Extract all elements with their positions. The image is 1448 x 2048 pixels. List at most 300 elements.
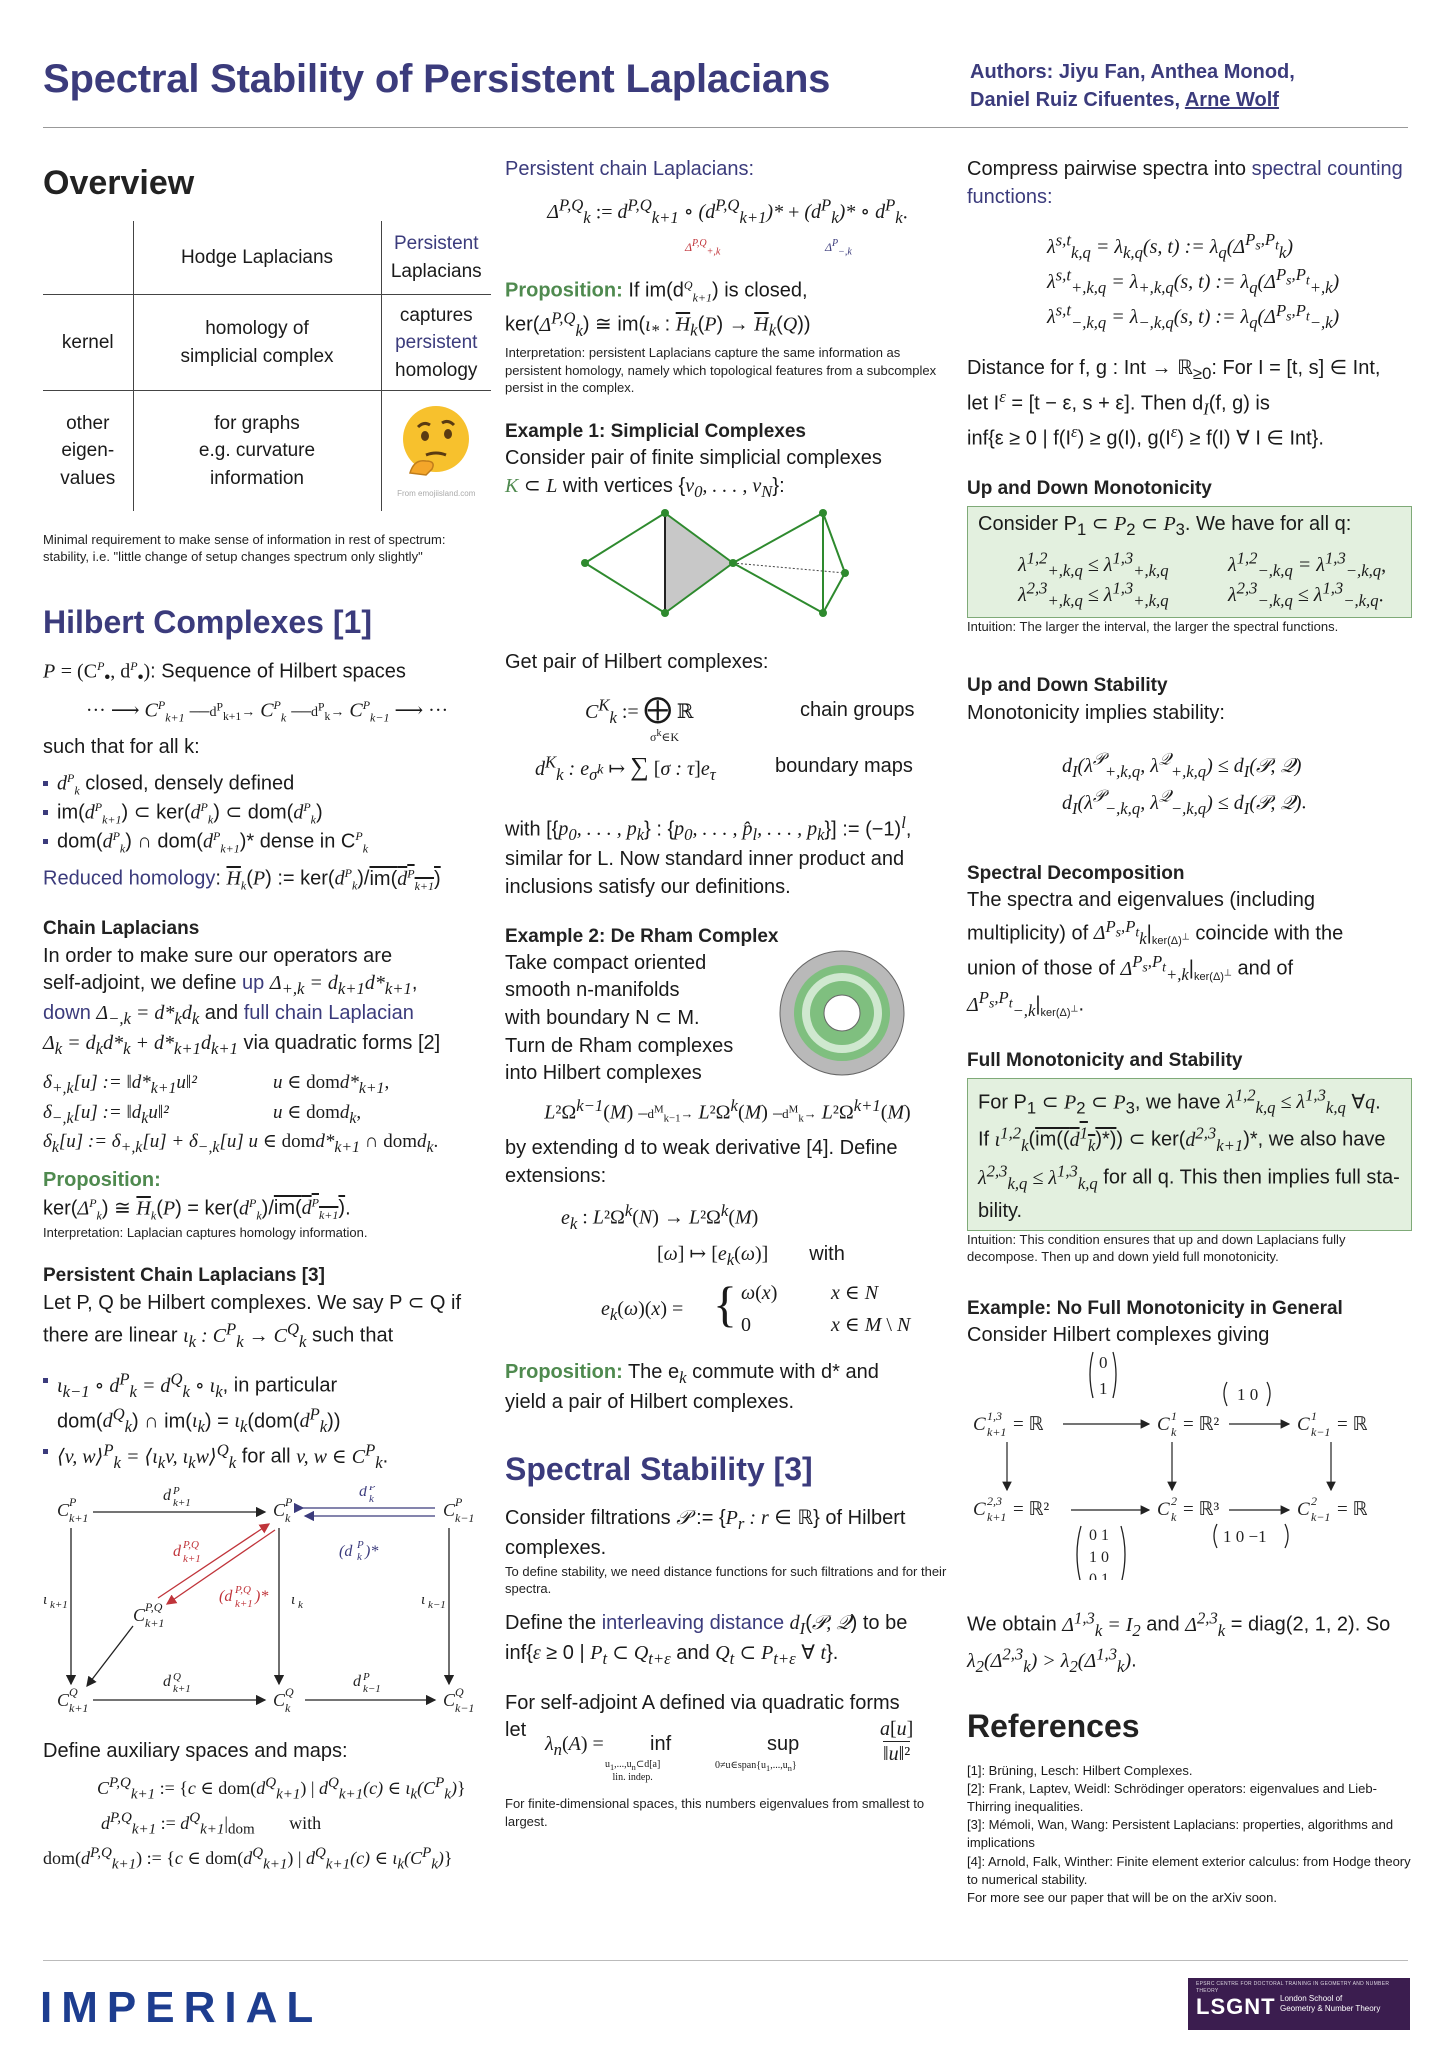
- chain-text-2: self-adjoint, we define up $\Delta_{+,k} = d_{k+1}d*_{k+1}$,: [43, 972, 418, 999]
- svg-text:)*: )*: [365, 1542, 379, 1560]
- sd-text-1: The spectra and eigenvalues (including: [967, 889, 1315, 912]
- pcl-bullet-2-text: for all: [236, 1445, 297, 1468]
- authors-line-2: [970, 86, 1295, 114]
- svg-text:C: C: [1157, 1498, 1170, 1520]
- footer-divider: [43, 1960, 1408, 1961]
- svg-text:d: d: [173, 1542, 181, 1560]
- svg-text:)*: )*: [255, 1587, 269, 1605]
- ck-index: $\sigma^k\in K$: [650, 727, 680, 744]
- svg-text:0 1: 0 1: [1089, 1570, 1109, 1580]
- svg-text:d: d: [163, 1672, 171, 1690]
- svg-text:C: C: [973, 1498, 986, 1520]
- reference-2: [2]: Frank, Laptev, Weidl: Schrödinger operators: eigenvalues and Lieb-Thirring inequalities.: [967, 1780, 1377, 1815]
- svg-text:ι: ι: [421, 1591, 426, 1608]
- pcl-bullets: [43, 1367, 491, 1474]
- ex1-heading: Example 1: Simplicial Complexes: [505, 420, 806, 442]
- pcl-text-2a: there are linear: [43, 1324, 184, 1347]
- ex2-line-1: Take compact oriented: [505, 951, 707, 974]
- ex1-text2-a: with vertices: [557, 474, 679, 497]
- pcl-formula: $\Delta^{P,Q}_k$ := $d^{P,Q}_{k+1}$ ∘ $(d^{P,Q}_{k+1})* + (d^P_k)*$ ∘ $d^P_k$.: [547, 195, 908, 228]
- fms-intuition: Intuition: This condition ensures that up and down Laplacians fully decompose. Then up and down yield full monotonicity.: [967, 1231, 1346, 1265]
- svg-text:k: k: [298, 1598, 303, 1611]
- hilbert-bullet-3: $dom(d^P_k)$ ∩ $dom(d^P_{k+1})*$ dense in $C^P_k$: [43, 828, 491, 857]
- dist-h: ) ≥ f(I) ∀ I ∈ Int}.: [1177, 427, 1324, 450]
- svg-text:ι: ι: [291, 1591, 296, 1608]
- get-pair: Get pair of Hilbert complexes:: [505, 651, 769, 674]
- prop2-text-c: yield a pair of Hilbert complexes.: [505, 1391, 795, 1414]
- aux-definitions: [43, 1772, 491, 1877]
- ov-pers-kernel-b: persistent: [395, 332, 478, 354]
- hilbert-heading: Hilbert Complexes [1]: [43, 604, 372, 640]
- ex2-line-3: with boundary N ⊂ M.: [505, 1007, 700, 1029]
- extensions-text: extensions:: [505, 1164, 607, 1187]
- svg-text:P: P: [357, 1538, 364, 1551]
- hilbert-bullets: [43, 770, 491, 858]
- similar-text: similar for L. Now standard inner product and: [505, 848, 905, 871]
- fms-d: , we also have: [1257, 1129, 1386, 1152]
- fms-b: , we have: [1134, 1091, 1227, 1114]
- ext-2: [ω] ↦ $[e_k(\omega)]$ with: [657, 1242, 845, 1269]
- svg-text:2: 2: [1171, 1493, 1177, 1508]
- pcl-bullet-1: $\iota_{k-1}$ ∘ $d^P_k = d^Q_k$ ∘ $\iota_k$, in particular $dom(d^Q_k)$ ∩ $im(\iota_k) = \iota_k(dom(d^P_k))$: [43, 1367, 491, 1438]
- uds-formulas: [967, 747, 1412, 821]
- svg-text:k−1: k−1: [428, 1598, 446, 1611]
- column-3: [967, 150, 1412, 1907]
- svg-text:1,3: 1,3: [987, 1408, 1002, 1423]
- svg-text:k−1: k−1: [1311, 1509, 1331, 1524]
- svg-text:2: 2: [1311, 1493, 1317, 1508]
- col2-prop-interp: Interpretation: persistent Laplacians capture the same information as persistent homology, namely which topological features from a subcomplex persist in the complex.: [505, 345, 937, 396]
- svg-text:Q: Q: [69, 1684, 78, 1699]
- svg-text:d: d: [353, 1672, 361, 1690]
- lsgnt-text: LSGNT: [1196, 1994, 1276, 2019]
- annulus-manifold-figure: [777, 948, 907, 1078]
- sd-text-4: $\Delta^{P_s,P_t}_{-,k}|_{ker(\Delta)^\perp}$.: [967, 987, 1085, 1020]
- hilbert-such-that: such that for all k:: [43, 736, 200, 759]
- quad-form-1: $\delta_{+,k}[u]$ := $‖d*_{k+1}u‖^2$ u ∈ $domd*_{k+1}$,: [43, 1072, 390, 1098]
- interleaving-text: Define the interleaving distance $d_I(𝒫$, 𝒬) to be inf{ε ≥ 0 | $P_t$ ⊂ $Q_{t+\varepsilon}$ and $Q_t$ ⊂ $P_{t+\varepsilon}$ ∀ t}.: [505, 1611, 908, 1668]
- ext-with: with: [809, 1242, 845, 1265]
- pcl-bullet-2: ⟨v, w⟩$^P_k$ = $⟨\iota_kv$, $\iota_kw⟩^Q_k$ for all v, w ∈ $C^P_k$.: [43, 1438, 491, 1474]
- ex2-line-4: Turn de Rham complexes: [505, 1034, 734, 1057]
- ov-hodge-other-b: e.g. curvature: [198, 440, 316, 462]
- overview-note: Minimal requirement to make sense of information in rest of spectrum: stability, i.e. "little change of setup changes spectrum only slightly": [43, 531, 446, 565]
- pcl-label-text: Persistent chain Laplacians: [505, 158, 749, 180]
- ov-hodge-kernel: [133, 295, 381, 391]
- dist-b: : For I = [t, s] ∈ Int,: [1211, 356, 1381, 379]
- svg-text:P: P: [285, 1494, 293, 1509]
- ov-emoji-cell: [381, 391, 491, 511]
- uds-1: $d_I(\lambda^𝒫_{+,k,q}$, $\lambda^𝒬_{+,k,q}$) ≤ $d_I(𝒫$, 𝒬): [1062, 749, 1302, 781]
- dist-e: (f, g) is: [1208, 392, 1270, 415]
- obtain-text: We obtain $\Delta^{1,3}_k = I_2$ and Δ$^{2,3}_k$ = diag(2, 1, 2). So $\lambda_2(\Delta^{2,3}_k) > \lambda_2(\Delta^{1,3}_k)$.: [967, 1608, 1391, 1676]
- udm-inequalities: $\lambda^{1,2}_{+,k,q} \le \lambda^{1,3}_{+,k,q}$ $\lambda^{2,3}_{+,k,q} \le \lambda^{1,3}_{+,k,q}$ $\lambda^{1,2}_{-,k,q} = \lambda^{1,3}_{-,k,q}$, $\lambda^{2,3}_{-,k,q} \le \lambda^{1,3}_{-,k,q}$.: [1018, 548, 1387, 611]
- svg-text:k: k: [369, 1492, 374, 1505]
- svg-text:(d: (d: [339, 1542, 353, 1560]
- with-text: with [{$p_0$, . . . , $p_k$} : {$p_0$, . . . , $p̂_l$, . . . , $p_k$}] := $(-1)^l$,: [505, 812, 912, 845]
- sa-text: For self-adjoint A defined via quadratic forms: [505, 1691, 900, 1714]
- delta-minus-label: $\Delta^P_{-,k}$: [825, 238, 852, 258]
- col2-prop-b: ) is closed,: [712, 279, 808, 302]
- ex2-line-5: into Hilbert complexes: [505, 1062, 702, 1085]
- chain-laplacians-heading: Chain Laplacians: [43, 918, 200, 940]
- prop2-label: Proposition:: [505, 1361, 623, 1384]
- svg-text:C: C: [57, 1499, 70, 1520]
- delta-plus-label: $\Delta^{P,Q}_{+,k}$: [685, 238, 721, 258]
- compress-a: Compress pairwise spectra into: [967, 158, 1252, 180]
- ss-small: To define stability, we need distance functions for such filtrations and for their spectra.: [505, 1563, 947, 1597]
- chain-text-2a: self-adjoint, we define: [43, 972, 243, 995]
- svg-text:= ℝ²: = ℝ²: [1013, 1498, 1050, 1520]
- ov-hodge-other: [133, 391, 381, 511]
- svg-text:= ℝ: = ℝ: [1337, 1498, 1368, 1520]
- reduced-homology-label: Reduced homology: [43, 867, 216, 890]
- pcl-label: Persistent chain Laplacians:: [505, 158, 755, 180]
- thinking-face-icon: [396, 403, 476, 479]
- fms-line-2: If $\iota^{1,2}_k(im((d^1_k)*))$ ⊂ $ker(d^{2,3}_{k+1})*$, we also have: [978, 1123, 1386, 1156]
- svg-text:k+1: k+1: [987, 1509, 1007, 1524]
- svg-text:C: C: [57, 1689, 70, 1710]
- svg-text:k+1: k+1: [173, 1682, 191, 1695]
- fms-box: [967, 1078, 1412, 1231]
- distance-text: Distance for f, g : Int → ℝ$_{\ge 0}$: For I = [t, s] ∈ Int, let $I^\varepsilon = [t - \varepsilon$, s + ε]. Then $d_I(f$, g) is inf{ε ≥ 0 | $f(I^\varepsilon) \ge g(I)$, $g(I^\varepsilon) \ge f(I)$ ∀ I ∈ Int}.: [967, 356, 1381, 450]
- boundary-maps-label: boundary maps: [775, 754, 913, 777]
- dist-c: let I: [967, 392, 1000, 415]
- ck-formula: $C^K_k$ := ⨁ ℝ: [585, 693, 694, 727]
- uds-text: Monotonicity implies stability:: [967, 701, 1225, 724]
- svg-text:Q: Q: [173, 1670, 181, 1683]
- quad-form-2: $\delta_{-,k}[u]$ := $‖d_ku‖^2$ u ∈ domd$_k$,: [43, 1101, 362, 1127]
- svg-text:C: C: [443, 1499, 456, 1520]
- fms-e: for all q. This then implies full sta-: [1097, 1166, 1400, 1189]
- ss-text-1b: of Hilbert: [819, 1506, 906, 1529]
- ov-row-other-a: other: [66, 412, 110, 434]
- scf-3: $\lambda^{s,t}_{-,k,q} = \lambda_{-,k,q}(s$, t) := $\lambda_q(\Delta^{P_s,P_t}_{-,k})$: [1047, 300, 1340, 333]
- overview-table: [43, 221, 491, 511]
- sd-text-2b: coincide with the: [1189, 922, 1344, 945]
- ex2-heading: Example 2: De Rham Complex: [505, 925, 779, 947]
- svg-text:1 0: 1 0: [1089, 1548, 1109, 1566]
- chain-text: [43, 943, 491, 1061]
- pcl-text-2b: such that: [306, 1324, 394, 1347]
- svg-text:Q: Q: [455, 1684, 464, 1699]
- aux-def-2: $d^{P,Q}_{k+1}$ := $d^Q_{k+1}|_{dom}$ with: [101, 1809, 322, 1838]
- hilbert-bullet-3-text: dense in C: [259, 830, 356, 853]
- svg-text:= ℝ: = ℝ: [1337, 1413, 1368, 1435]
- sd-text-3a: union of those of: [967, 957, 1121, 980]
- compress-text: [967, 156, 1412, 211]
- svg-text:P: P: [69, 1494, 77, 1509]
- svg-text:k+1: k+1: [235, 1597, 253, 1610]
- ov-col-hodge: Hodge Laplacians: [133, 221, 381, 295]
- poster-title: Spectral Stability of Persistent Laplacians: [43, 57, 831, 101]
- aux-with: with: [289, 1812, 322, 1833]
- sd-text-2a: multiplicity) of: [967, 922, 1094, 945]
- reduced-homology: Reduced homology: $\overline{H}_k(P)$ := $ker(d^P_k)/im(d^P_{k+1})$: [43, 866, 441, 893]
- svg-text:k: k: [357, 1550, 362, 1563]
- column-2: [505, 150, 950, 1830]
- svg-text:k+1: k+1: [173, 1496, 191, 1509]
- svg-text:k−1: k−1: [455, 1510, 475, 1525]
- prop2-text-b: commute with d* and: [686, 1361, 879, 1384]
- ov-col-persistent: [381, 221, 491, 295]
- chain-down: down: [43, 1002, 91, 1025]
- prop2-text-a: The e: [627, 1361, 680, 1384]
- authors-line-2-text: Daniel Ruiz Cifuentes,: [970, 89, 1181, 112]
- svg-text:k−1: k−1: [363, 1682, 381, 1695]
- svg-text:d: d: [359, 1485, 367, 1500]
- obtain-c: = diag(2, 1, 2). So: [1225, 1613, 1391, 1636]
- compress-link: spectral counting functions:: [967, 158, 1403, 208]
- pcl-bullet-1-text: , in particular: [222, 1374, 338, 1397]
- fms-line-1: For $P_1$ ⊂ $P_2$ ⊂ $P_3$, we have $\lambda^{1,2}_{k,q} \le \lambda^{1,3}_{k,q}$ ∀q.: [978, 1085, 1381, 1118]
- svg-text:1: 1: [1099, 1378, 1108, 1398]
- extending-text: by extending d to weak derivative [4]. Define: [505, 1137, 898, 1160]
- ov-pers-kernel: [381, 295, 491, 391]
- ov-col-persistent-a: Persistent: [394, 233, 479, 255]
- chain-up: up: [242, 972, 265, 995]
- dist-a: Distance for f, g : Int → ℝ: [967, 356, 1193, 379]
- ov-hodge-kernel-a: homology of: [205, 318, 309, 340]
- chain-text-1: In order to make sure our operators are: [43, 944, 393, 967]
- ov-pers-kernel-a: captures: [399, 304, 473, 326]
- ov-row-other-c: values: [60, 467, 116, 489]
- scf-1: $\lambda^{s,t}_{k,q} = \lambda_{k,q}(s$, t) := $\lambda_q(\Delta^{P_s,P_t}_k)$: [1047, 230, 1293, 262]
- svg-text:P,Q: P,Q: [183, 1538, 199, 1551]
- svg-text:C: C: [1297, 1498, 1310, 1520]
- ex-text: Consider Hilbert complexes giving: [967, 1324, 1270, 1347]
- references-heading: References: [967, 1707, 1140, 1744]
- fms-c: If: [978, 1129, 995, 1152]
- scf-formulas: [967, 229, 1412, 334]
- quad-form-3: $\delta_k[u]$ := $\delta_{+,k}[u] + \delta_{-,k}[u]$ u ∈ $domd*_{k+1}$ ∩ domd$_k$.: [43, 1131, 439, 1157]
- svg-text:C: C: [973, 1413, 986, 1435]
- aux-text: Define auxiliary spaces and maps:: [43, 1740, 348, 1763]
- hilbert-bullet-1: $d^P_k$ closed, densely defined: [43, 770, 491, 799]
- ov-col-persistent-b: Laplacians: [390, 260, 482, 282]
- pcl-text-1: Let P, Q be Hilbert complexes. We say P ⊂ Q if: [43, 1291, 462, 1314]
- uds-heading: Up and Down Stability: [967, 675, 1168, 697]
- chain-text-3: down $\Delta_{-,k} = d*_kd_k$ and full chain Laplacian: [43, 1002, 414, 1029]
- svg-text:k+1: k+1: [69, 1510, 89, 1525]
- ss-text-2: complexes.: [505, 1536, 607, 1559]
- sd-text-3b: and of: [1231, 957, 1294, 980]
- hilbert-bullet-1-text: closed, densely defined: [79, 772, 295, 795]
- hilbert-seq-diagram: ··· ⟶ $C^P_{k+1}$ $──d^P_{k+1}\to C^P_k$ $──d^P_k\to C^P_{k-1}$ ⟶ ···: [85, 697, 449, 725]
- lsgnt-sub: [1280, 1994, 1380, 2015]
- ex2-line-2: smooth n-manifolds: [505, 979, 680, 1002]
- lsgnt-tiny: EPSRC CENTRE FOR DOCTORAL TRAINING IN GEOMETRY AND NUMBER THEORY: [1196, 1981, 1390, 1994]
- reference-4: [4]: Arnold, Falk, Winther: Finite element exterior calculus: from Hodge theory to numerical stability.: [967, 1853, 1411, 1887]
- chain-full: full chain Laplacian: [243, 1002, 414, 1025]
- svg-text:C: C: [1297, 1413, 1310, 1435]
- udm-intuition: Intuition: The larger the interval, the larger the spectral functions.: [967, 618, 1339, 634]
- col2-prop-a: If im(d: [628, 279, 684, 302]
- svg-text:k−1: k−1: [1311, 1424, 1331, 1439]
- aux-def-1: $C^{P,Q}_{k+1}$ := {c ∈ $dom(d^Q_{k+1})$ | $d^Q_{k+1}(c)$ ∈ $\iota_k(C^P_k)$}: [97, 1775, 466, 1803]
- pcl-underbraces: [505, 237, 950, 265]
- hilbert-seq: $P = (C^P_•$, $d^P_•$): Sequence of Hilbert spaces: [43, 659, 406, 687]
- de-rham-sequence: $L^2\Omega^{k-1}(M)$ $─d^M_{k-1}\to L^2\Omega^k(M)$ $─d^M_k\to L^2\Omega^{k+1}(M)$: [544, 1095, 911, 1126]
- authors-line-1: Authors: Jiyu Fan, Anthea Monod,: [970, 61, 1295, 83]
- pcl-commutative-diagram: [43, 1486, 491, 1726]
- simplicial-complex-figure: [505, 503, 950, 623]
- ex1-text: Consider pair of finite simplicial complexes: [505, 446, 882, 469]
- reference-1: [1]: Brüning, Lesch: Hilbert Complexes.: [967, 1762, 1193, 1778]
- hilbert-prop: $ker(\Delta^P_k)$ ≅ $\overline{H}_k(P) = ker(d^P_k)/im(d^P_{k+1})$.: [43, 1195, 351, 1223]
- author-link[interactable]: Arne Wolf: [1184, 89, 1279, 112]
- extension-formulas: [505, 1198, 950, 1339]
- sa-small: For finite-dimensional spaces, this numbers eigenvalues from smallest to largest.: [505, 1796, 925, 1829]
- dist-d: = [t − ε, s + ε]. Then d: [1005, 392, 1204, 415]
- column-1: [43, 150, 491, 1877]
- udm-box-text: Consider $P_1$ ⊂ $P_2$ ⊂ $P_3$. We have for all q:: [978, 512, 1352, 539]
- ex2-block: [505, 950, 950, 1088]
- chain-text-4: $\Delta_k = d_kd*_k + d*_{k+1}d_{k+1}$ via quadratic forms [2]: [43, 1032, 441, 1059]
- fms-heading: Full Monotonicity and Stability: [967, 1049, 1243, 1071]
- svg-text:2,3: 2,3: [987, 1493, 1002, 1508]
- svg-text:0 1: 0 1: [1089, 1526, 1109, 1544]
- example-commutative-diagram: [967, 1350, 1412, 1580]
- svg-text:k: k: [1171, 1424, 1177, 1439]
- svg-text:k+1: k+1: [69, 1700, 89, 1715]
- udm-box-b: . We have for all q:: [1184, 512, 1352, 535]
- svg-text:k+1: k+1: [987, 1424, 1007, 1439]
- emoji-credit: From emojiisland.com: [397, 488, 476, 498]
- svg-text:Q: Q: [285, 1684, 294, 1699]
- sa-let: let: [505, 1719, 527, 1742]
- svg-text:P: P: [369, 1485, 376, 1493]
- chain-and: and: [199, 1002, 244, 1025]
- sd-heading: Spectral Decomposition: [967, 862, 1185, 884]
- ov-row-kernel: kernel: [43, 295, 133, 391]
- svg-text:0: 0: [1099, 1352, 1108, 1372]
- col2-prop: Proposition: If $im(d^Q_{k+1})$ is closed, $ker(\Delta^{P,Q}_k)$ ≅ $im(\iota_*$ : $\overline{H}_k(P) \to \overline{H}_k(Q)$): [505, 278, 811, 341]
- svg-text:k+1: k+1: [50, 1598, 68, 1611]
- reference-more: For more see our paper that will be on the arXiv soon.: [967, 1890, 1277, 1906]
- svg-text:P,Q: P,Q: [235, 1583, 251, 1596]
- hilbert-bullet-2: $im(d^P_{k+1})$ ⊂ $ker(d^P_k)$ ⊂ $dom(d^P_k)$: [43, 799, 491, 828]
- reference-3: [3]: Mémoli, Wan, Wang: Persistent Laplacians: properties, algorithms and implications: [967, 1817, 1394, 1851]
- chain-group-formulas: [505, 685, 950, 797]
- fms-line-4: bility.: [978, 1199, 1023, 1222]
- svg-text:C: C: [273, 1499, 286, 1520]
- interleaving-a: Define the: [505, 1611, 602, 1634]
- ov-row-other-b: eigen-: [61, 440, 115, 462]
- lsgnt-sub-2: Geometry & Number Theory: [1280, 2004, 1381, 2014]
- svg-text:P: P: [455, 1494, 463, 1509]
- ext-1: $e_k$ : $L^2\Omega^k(N) \to L^2\Omega^k(M)$: [561, 1201, 759, 1233]
- ov-hodge-kernel-b: simplicial complex: [180, 345, 334, 367]
- svg-text:(d: (d: [219, 1587, 233, 1605]
- dist-g: ) ≥ g(I), g(I: [1077, 427, 1171, 450]
- spectral-stability-heading: Spectral Stability [3]: [505, 1450, 813, 1487]
- svg-text:ι: ι: [43, 1591, 48, 1608]
- ss-text-1: Consider filtrations: [505, 1506, 677, 1529]
- obtain-a: We obtain: [967, 1613, 1063, 1636]
- svg-text:d: d: [163, 1486, 171, 1504]
- ov-empty: [43, 221, 133, 295]
- pcl-heading: Persistent Chain Laplacians [3]: [43, 1265, 325, 1287]
- fms-a: For P: [978, 1091, 1027, 1114]
- ov-row-other: [43, 391, 133, 511]
- svg-text:= ℝ: = ℝ: [1013, 1413, 1044, 1435]
- ov-hodge-other-a: for graphs: [214, 412, 300, 434]
- svg-text:= ℝ³: = ℝ³: [1183, 1498, 1220, 1520]
- svg-text:C: C: [1157, 1413, 1170, 1435]
- col2-prop-label: Proposition:: [505, 279, 623, 302]
- ex1-text2: K ⊂ L with vertices {$v_0$, . . . , $v_N$}:: [505, 474, 785, 501]
- references-list: [967, 1762, 1412, 1908]
- svg-text:1 0: 1 0: [1237, 1384, 1259, 1404]
- svg-text:k: k: [285, 1510, 291, 1525]
- svg-text:k+1: k+1: [183, 1552, 201, 1565]
- interleaving-b: to be: [857, 1611, 908, 1634]
- svg-text:C: C: [133, 1604, 146, 1625]
- svg-text:k: k: [285, 1700, 291, 1715]
- sd-text: [967, 887, 1412, 1022]
- hilbert-prop-interp: Interpretation: Laplacian captures homology information.: [43, 1224, 368, 1240]
- scf-2: $\lambda^{s,t}_{+,k,q} = \lambda_{+,k,q}(s$, t) := $\lambda_q(\Delta^{P_s,P_t}_{+,k})$: [1047, 265, 1340, 297]
- udm-heading: Up and Down Monotonicity: [967, 477, 1212, 499]
- prop2: Proposition: The $e_k$ commute with d* and yield a pair of Hilbert complexes.: [505, 1361, 879, 1414]
- ext-3: $e_k(\omega)(x)$ = { ω(x) x ∈ N 0 x ∈ M \ N: [601, 1276, 911, 1337]
- svg-text:P: P: [363, 1670, 370, 1683]
- hilbert-prop-label: Proposition:: [43, 1169, 161, 1192]
- svg-text:= ℝ²: = ℝ²: [1183, 1413, 1220, 1435]
- svg-text:1 0 −1: 1 0 −1: [1223, 1526, 1267, 1546]
- svg-text:P,Q: P,Q: [145, 1599, 163, 1614]
- dk-formula: $d^K_k$ : $e_{\sigma^k}$ ↦ ∑ [σ : $\tau]e_\tau$: [535, 751, 716, 784]
- quadratic-forms: [43, 1070, 491, 1159]
- pcl-text-2: there are linear $\iota_k$ : $C^P_k \to C^Q_k$ such that: [43, 1319, 394, 1351]
- inclusions-text: inclusions satisfy our definitions.: [505, 876, 791, 898]
- aux-def-3: $dom(d^{P,Q}_{k+1})$ := {c ∈ $dom(d^Q_{k+1})$ | $d^Q_{k+1}(c)$ ∈ $\iota_k(C^P_k)$}: [43, 1844, 453, 1873]
- svg-text:k: k: [1171, 1509, 1177, 1524]
- svg-text:k−1: k−1: [455, 1700, 475, 1715]
- obtain-b: and: [1140, 1613, 1186, 1636]
- overview-heading: Overview: [43, 164, 195, 202]
- svg-text:1: 1: [1311, 1408, 1317, 1423]
- lsgnt-logo: [1188, 1978, 1410, 2030]
- udm-box-a: Consider P: [978, 512, 1077, 535]
- interleaving-link: interleaving distance: [601, 1611, 785, 1634]
- ov-pers-kernel-c: homology: [395, 359, 478, 381]
- hilbert-seq-text: : Sequence of Hilbert spaces: [150, 660, 406, 683]
- sd-text-2: multiplicity) of $\Delta^{P_s,P_t}_k|_{ker(\Delta)^\perp}$ coincide with the: [967, 916, 1344, 949]
- chain-via: via quadratic forms [2]: [237, 1032, 441, 1055]
- ex-heading: Example: No Full Monotonicity in General: [967, 1297, 1343, 1319]
- header-divider: [43, 127, 1408, 128]
- svg-text:1: 1: [1171, 1408, 1177, 1423]
- imperial-logo: IMPERIAL: [40, 1983, 323, 2032]
- authors: [970, 58, 1295, 115]
- dist-f: inf{ε ≥ 0 | f(I: [967, 427, 1072, 450]
- ov-hodge-other-c: information: [210, 467, 304, 489]
- svg-text:C: C: [273, 1689, 286, 1710]
- svg-text:P: P: [173, 1485, 180, 1497]
- udm-box: [967, 506, 1412, 618]
- uds-2: $d_I(\lambda^𝒫_{-,k,q}$, $\lambda^𝒬_{-,k,q}$) ≤ $d_I(𝒫$, 𝒬).: [1062, 785, 1307, 818]
- lsgnt-sub-1: London School of: [1280, 1994, 1343, 2003]
- fms-line-3: $\lambda^{2,3}_{k,q} \le \lambda^{1,3}_{k,q}$ for all q. This then implies full sta-: [978, 1161, 1400, 1193]
- ss-text: Consider filtrations 𝒫 := {$P_r$ : r ∈ ℝ} of Hilbert complexes.: [505, 1506, 906, 1559]
- minmax-formula: let $\lambda_n(A)$ = inf $u_1,...,u_n\subset d[a]$ lin. indep. sup $0\ne u\in span\{u_1,...,u_n\}$ a[u] ‖u‖²: [505, 1718, 914, 1784]
- chain-groups-label: chain groups: [800, 698, 915, 721]
- sd-text-3: union of those of $\Delta^{P_s,P_t}_{+,k}|_{ker(\Delta)^\perp}$ and of: [967, 952, 1294, 984]
- svg-text:C: C: [443, 1689, 456, 1710]
- svg-text:k+1: k+1: [145, 1615, 165, 1630]
